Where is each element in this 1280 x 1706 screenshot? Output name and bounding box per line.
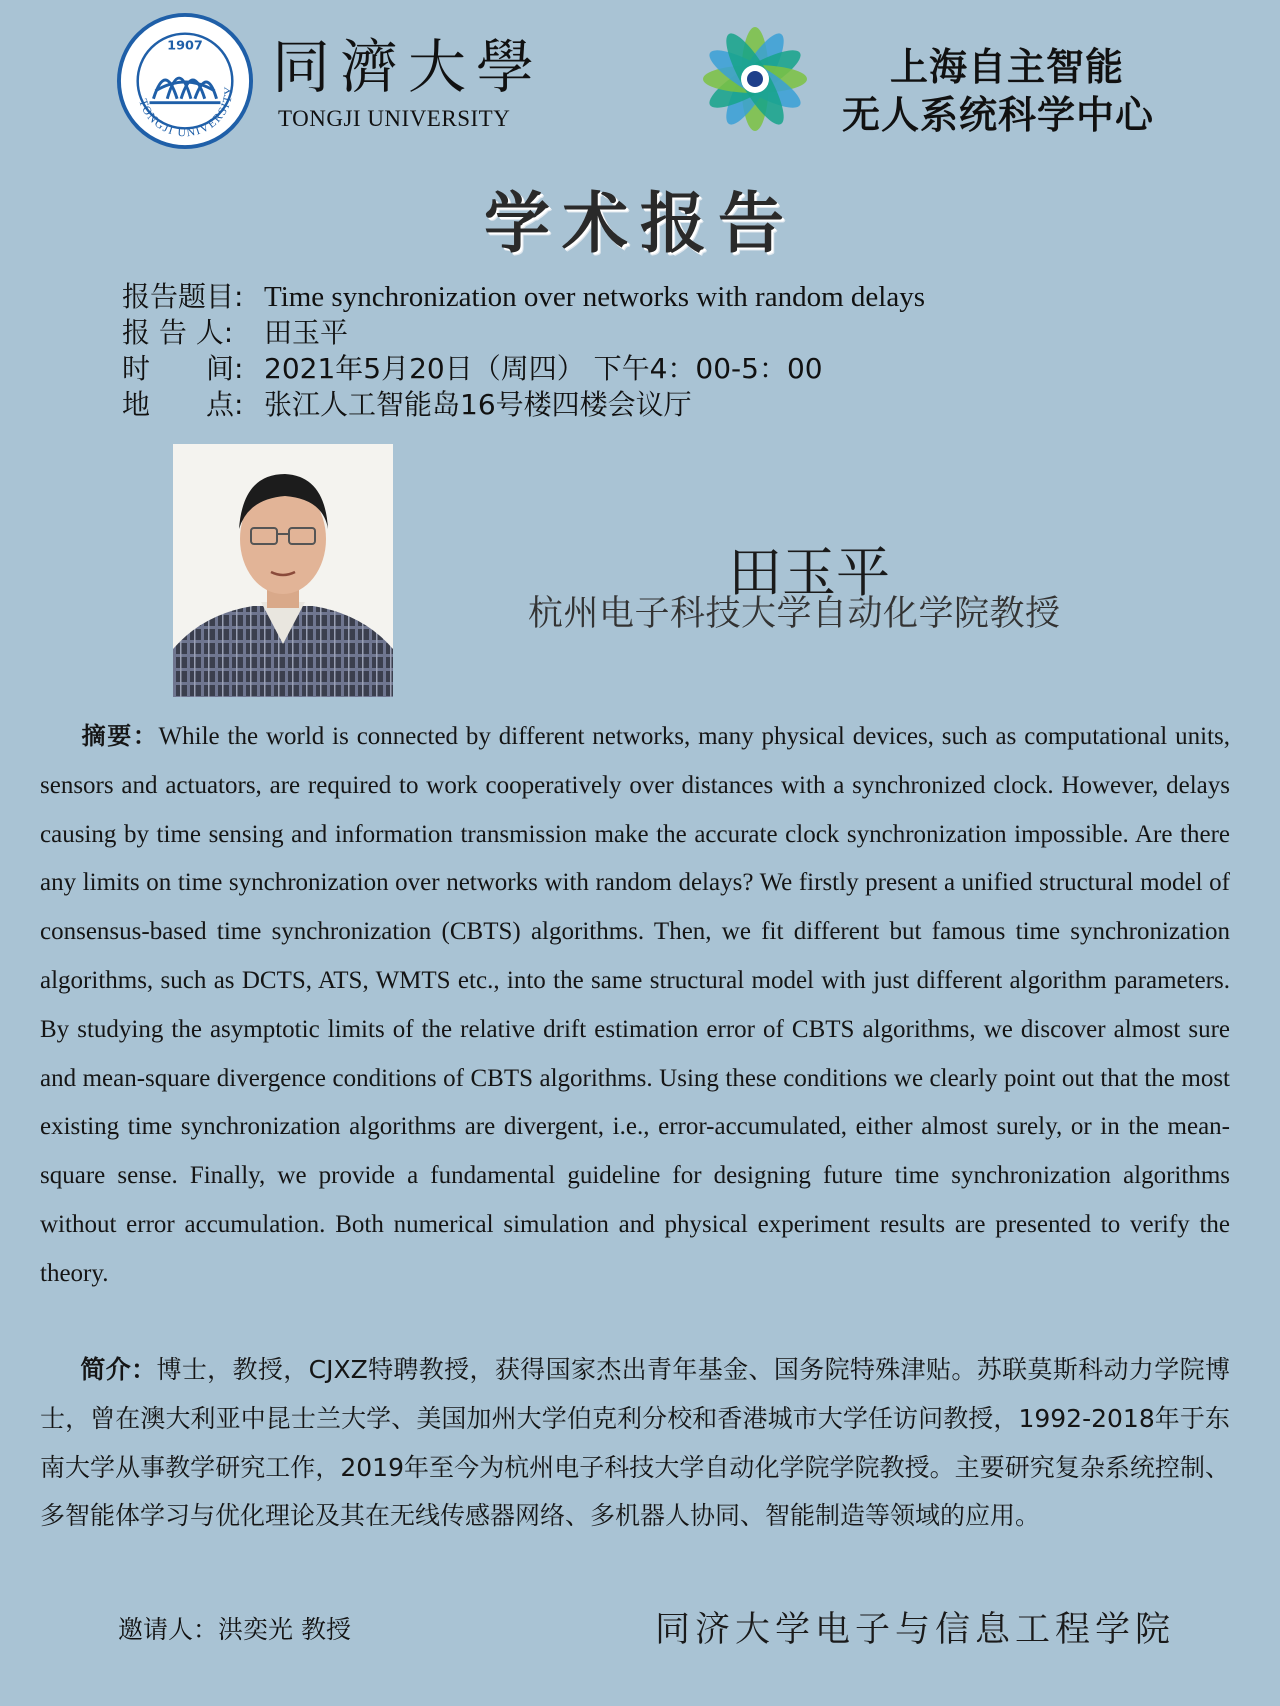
inviter: 邀请人：洪奕光 教授 bbox=[118, 1615, 351, 1644]
abstract-paragraph bbox=[40, 712, 1230, 1299]
info-time bbox=[122, 351, 823, 387]
info-speaker bbox=[122, 315, 348, 351]
info-place bbox=[122, 387, 692, 423]
seal-year: 1907 bbox=[167, 38, 203, 54]
page-title: 学术报告 bbox=[484, 185, 796, 262]
abstract-label: 摘要： bbox=[80, 722, 159, 750]
abstract-text: While the world is connected by different networks, many physical devices, such as computational units, sensors and actuators, are required to work cooperatively over distances with a synchronized clock. However, delays causing by time sensing and information transmission make the accurate clock synchronization impossible. Are there any limits on time synchronization over networks with random delays? We firstly present a unified structural model of consensus-based time synchronization (CBTS) algorithms. Then, we fit different but famous time synchronization algorithms, such as DCTS, ATS, WMTS etc., into the same structural model with just different algorithm parameters. By studying the asymptotic limits of the relative drift estimation error of CBTS algorithms, we discover almost sure and mean-square divergence conditions of CBTS algorithms. Using these conditions we clearly point out that the most existing time synchronization algorithms are divergent, i.e., error-accumulated, either almost surely, or in the mean-square sense. Finally, we provide a fundamental guideline for designing future time synchronization algorithms without error accumulation. Both numerical simulation and physical experiment results are presented to verify the theory. bbox=[40, 723, 1231, 1287]
time-value: 2021年5月20日（周四） 下午4：00-5：00 bbox=[264, 352, 823, 385]
place-label: 地 点: bbox=[122, 388, 244, 421]
center-name-line2: 无人系统科学中心 bbox=[842, 93, 1155, 137]
time-label: 时 间: bbox=[122, 352, 244, 385]
tongji-name-en: TONGJI UNIVERSITY bbox=[278, 106, 511, 131]
speaker-affiliation: 杭州电子科技大学自动化学院教授 bbox=[528, 594, 1061, 634]
speaker-label: 报 告 人: bbox=[122, 316, 234, 349]
speaker-value: 田玉平 bbox=[264, 316, 349, 349]
school-name: 同济大学电子与信息工程学院 bbox=[655, 1610, 1176, 1650]
speaker-name: 田玉平 bbox=[728, 541, 890, 604]
seal-text: TONGJI UNIVERSITY bbox=[136, 84, 236, 140]
speaker-photo bbox=[173, 444, 393, 697]
tongji-name-cn: 同濟大學 bbox=[272, 33, 545, 101]
intro-paragraph bbox=[40, 1346, 1230, 1541]
intro-label: 简介： bbox=[80, 1355, 157, 1384]
intro-text: 博士，教授，CJXZ特聘教授，获得国家杰出青年基金、国务院特殊津贴。苏联莫斯科动力学院博士，曾在澳大利亚中昆士兰大学、美国加州大学伯克利分校和香港城市大学任访问教授，1992-2018年于东南大学从事教学研究工作，2019年至今为杭州电子科技大学自动化学院学院教授。主要研究复杂系统控制、多智能体学习与优化理论及其在无线传感器网络、多机器人协同、智能制造等领域的应用。 bbox=[40, 1355, 1230, 1531]
topic-value: Time synchronization over networks with random delays bbox=[264, 281, 925, 313]
tongji-seal-logo bbox=[116, 12, 254, 150]
place-value: 张江人工智能岛16号楼四楼会议厅 bbox=[264, 388, 692, 421]
topic-label: 报告题目: bbox=[122, 280, 244, 313]
center-name-line1: 上海自主智能 bbox=[890, 45, 1125, 89]
info-topic bbox=[122, 279, 925, 315]
center-flower-logo bbox=[690, 14, 820, 144]
